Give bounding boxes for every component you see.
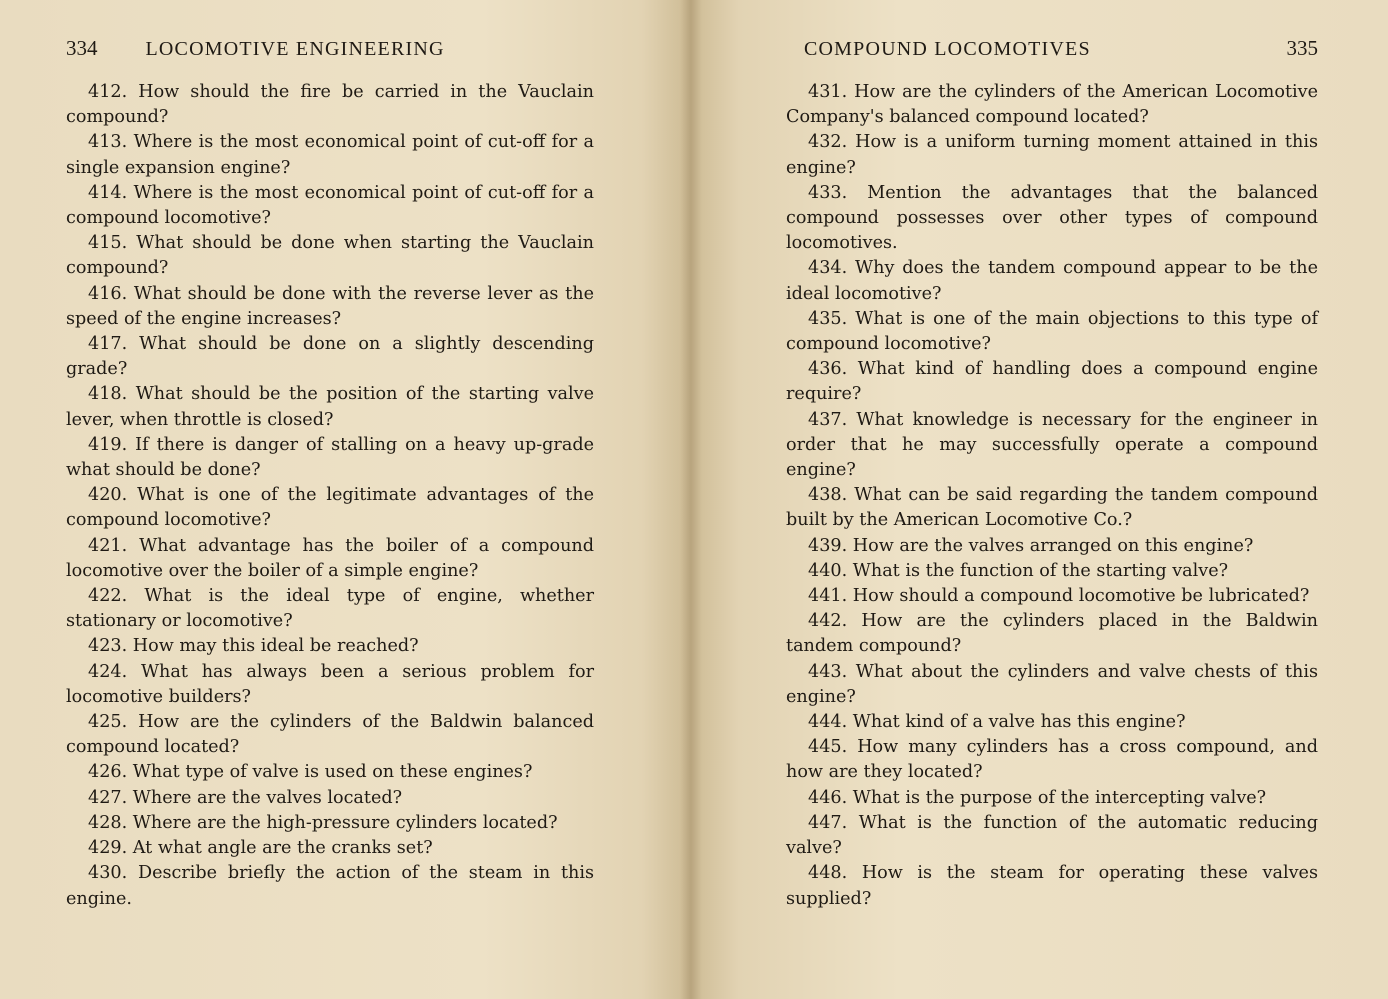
question-item [66,382,594,432]
question-number: 414. [88,182,128,203]
question-number: 448. [808,863,848,884]
question-number: 429. [88,838,128,859]
question-item [66,836,594,861]
question-text: What is the function of the starting valve? [852,560,1229,581]
question-text: What should be the position of the starting valve lever, when throttle is closed? [66,384,595,430]
question-number: 415. [88,233,128,254]
question-text: What can be said regarding the tandem compound built by the American Locomotive Co.? [786,485,1318,531]
question-item [66,181,594,231]
left-page-number: 334 [66,36,98,60]
question-item [786,660,1318,710]
question-item [786,256,1318,306]
left-question-list [66,80,594,912]
right-page [690,0,1388,999]
question-text: How may this ideal be reached? [132,636,419,657]
question-item [66,584,594,634]
right-running-head [786,36,1318,62]
right-running-title: COMPOUND LOCOMOTIVES [804,38,1091,60]
question-item [66,710,594,760]
right-page-number: 335 [1286,36,1318,60]
question-number: 428. [88,812,128,833]
question-text: What is the ideal type of engine, whether stationary or locomotive? [66,586,595,632]
question-text: At what angle are the cranks set? [132,838,433,859]
question-text: How should a compound locomotive be lubricated? [852,586,1310,607]
question-text: How is a uniform turning moment attained in this engine? [786,132,1318,178]
question-item [786,609,1318,659]
question-text: What should be done when starting the Vauclain compound? [66,233,594,279]
question-number: 438. [808,485,848,506]
question-text: What is the purpose of the intercepting valve? [852,787,1267,808]
question-item [66,861,594,911]
question-number: 431. [808,82,848,102]
question-number: 442. [808,611,848,632]
question-item [66,660,594,710]
question-item [786,861,1318,911]
question-number: 446. [808,787,848,808]
question-item [786,483,1318,533]
question-text: What knowledge is necessary for the engineer in order that he may successfully operate a compound engine? [786,409,1318,481]
question-number: 420. [88,485,128,506]
question-item [786,559,1318,584]
question-item [786,408,1318,484]
left-running-title: LOCOMOTIVE ENGINEERING [145,38,445,60]
question-item [786,130,1318,180]
question-item [786,80,1318,130]
question-text: How are the valves arranged on this engine? [852,535,1254,556]
question-item [66,634,594,659]
question-number: 444. [808,712,848,733]
question-item [786,786,1318,811]
question-text: How are the cylinders of the Baldwin balanced compound located? [66,712,594,758]
question-text: What advantage has the boiler of a compound locomotive over the boiler of a simple engine? [66,535,594,581]
question-item [66,811,594,836]
question-item [786,357,1318,407]
question-number: 416. [88,283,128,304]
question-item [66,231,594,281]
question-text: Mention the advantages that the balanced compound possesses over other types of compound locomotives. [786,182,1318,254]
left-running-head [66,36,594,62]
left-page [0,0,690,999]
question-text: What about the cylinders and valve chests of this engine? [786,661,1319,707]
question-text: How are the cylinders placed in the Baldwin tandem compound? [786,611,1319,657]
question-number: 436. [808,359,848,380]
question-text: Describe briefly the action of the steam in this engine. [66,863,595,909]
question-text: What should be done with the reverse lever as the speed of the engine increases? [66,283,594,329]
question-text: What has always been a serious problem for locomotive builders? [66,661,594,707]
question-item [786,584,1318,609]
question-number: 419. [88,434,128,455]
question-number: 422. [88,586,128,607]
question-number: 440. [808,560,848,581]
question-item [66,786,594,811]
question-number: 425. [88,712,128,733]
question-number: 427. [88,787,128,808]
question-text: What kind of a valve has this engine? [852,712,1186,733]
question-number: 433. [808,182,848,203]
question-item [66,130,594,180]
question-item [66,332,594,382]
question-text: What is the function of the automatic reducing valve? [786,812,1318,859]
question-text: Where is the most economical point of cut-off for a compound locomotive? [66,182,595,229]
question-number: 437. [808,409,848,430]
question-text: Where is the most economical point of cut-off for a single expansion engine? [66,132,595,178]
right-question-list [786,80,1318,912]
question-item [786,735,1318,785]
question-item [66,760,594,785]
question-item [66,80,594,130]
question-number: 412. [88,82,128,102]
question-number: 426. [88,762,128,783]
question-number: 413. [88,132,128,153]
question-text: What type of valve is used on these engines? [132,762,533,783]
question-number: 432. [808,132,848,153]
question-number: 430. [88,863,128,884]
question-number: 421. [88,535,128,556]
book-gutter [680,0,702,999]
question-text: What is one of the main objections to this type of compound locomotive? [786,308,1319,355]
question-item [66,433,594,483]
question-text: How should the fire be carried in the Vauclain compound? [66,82,594,128]
question-text: Where are the high-pressure cylinders located? [132,812,558,833]
question-text: How is the steam for operating these valves supplied? [786,863,1318,909]
question-number: 445. [808,737,848,758]
question-item [786,181,1318,257]
question-item [786,534,1318,559]
question-text: Why does the tandem compound appear to be the ideal locomotive? [786,258,1318,304]
question-number: 423. [88,636,128,657]
question-text: If there is danger of stalling on a heavy up-grade what should be done? [66,434,594,481]
question-text: What is one of the legitimate advantages of the compound locomotive? [66,485,595,531]
question-number: 443. [808,661,848,682]
question-item [786,710,1318,735]
question-number: 424. [88,661,128,682]
question-item [66,483,594,533]
question-text: How many cylinders has a cross compound, and how are they located? [786,737,1319,783]
question-text: Where are the valves located? [132,787,403,808]
question-number: 435. [808,308,848,329]
question-item [66,534,594,584]
question-number: 434. [808,258,848,279]
question-number: 447. [808,812,848,833]
question-number: 417. [88,334,128,355]
question-text: How are the cylinders of the American Locomotive Company's balanced compound located? [786,82,1319,128]
question-text: What should be done on a slightly descending grade? [66,334,595,380]
question-item [786,307,1318,357]
question-number: 441. [808,586,848,607]
question-text: What kind of handling does a compound engine require? [786,359,1319,405]
question-number: 439. [808,535,848,556]
question-number: 418. [88,384,128,405]
question-item [66,282,594,332]
question-item [786,811,1318,861]
